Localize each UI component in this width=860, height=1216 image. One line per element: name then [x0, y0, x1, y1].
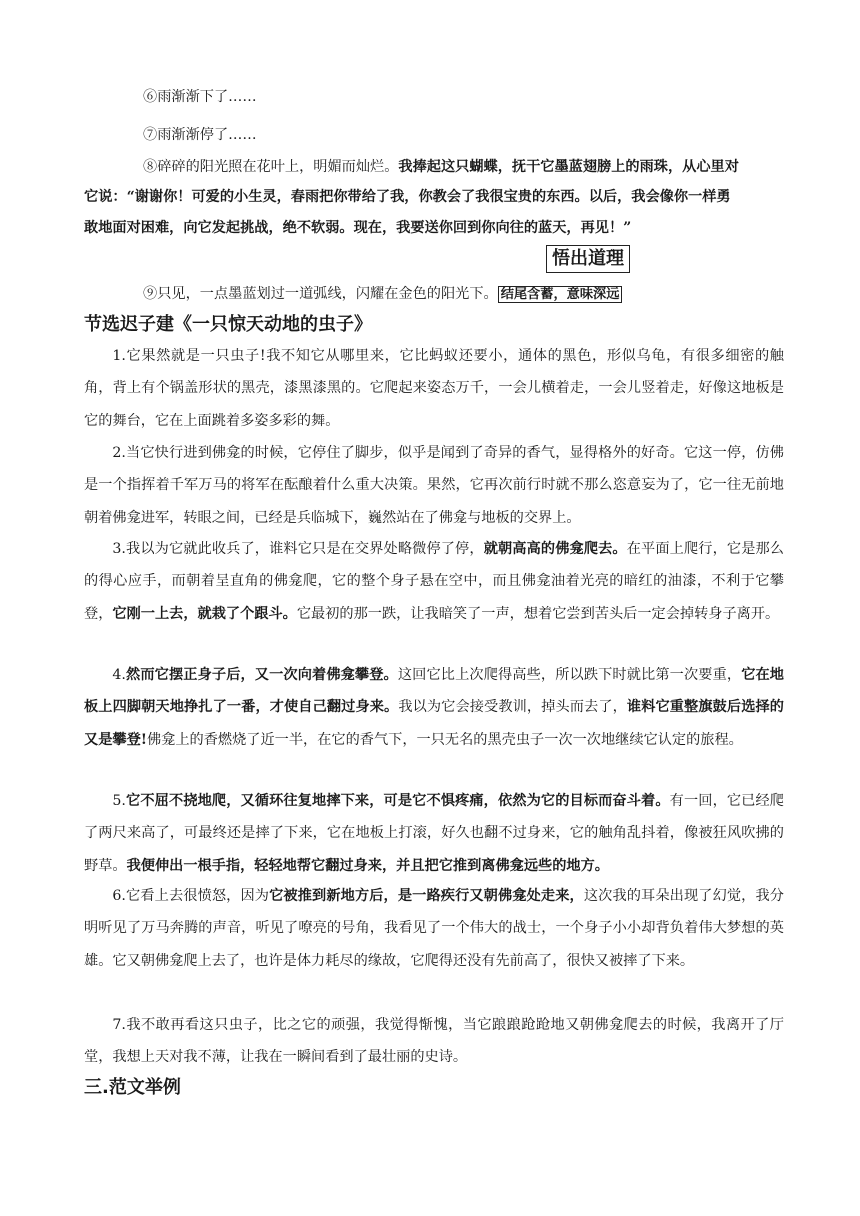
- paragraph-6: [84, 880, 784, 977]
- text-line-8-bold: 我捧起这只蝴蝶，抚干它墨蓝翅膀上的雨珠，从心里对: [398, 159, 739, 175]
- text-line-8-cont2: 敢地面对困难，向它发起挑战，绝不软弱。现在，我要送你回到你向往的蓝天，再见！”: [84, 220, 632, 236]
- text-line-9-plain: ⑨只见，一点墨蓝划过一道弧线，闪耀在金色的阳光下。: [143, 286, 498, 302]
- p3-text-1: 3.我以为它就此收兵了，谁料它只是在交界处略微停了停，: [112, 541, 484, 557]
- p3-text-2: 在平面上爬行，它是那么的得心应手，而朝着呈直角的佛龛爬，它的整个身子悬在空中，而且佛龛油着光亮的暗红的油漆，不利于它攀登，: [84, 541, 784, 622]
- text-line-6: ⑥雨渐渐下了……: [143, 89, 257, 105]
- text-line-8-plain: ⑧碎碎的阳光照在花叶上，明媚而灿烂。: [143, 159, 399, 175]
- p5-bold-1: 它不屈不挠地爬，又循环往复地摔下来，可是它不惧疼痛，依然为它的目标而奋斗着。: [125, 793, 670, 809]
- annotation-box-wuchu: 悟出道理: [546, 245, 630, 273]
- p3-bold-1: 就朝高高的佛龛爬去。: [483, 541, 627, 557]
- p5-bold-2: 我便伸出一根手指，轻轻地帮它翻过身来，并且把它推到离佛龛远些的地方。: [126, 857, 609, 874]
- bottom-heading: 三.范文举例: [84, 1077, 181, 1098]
- paragraph-5: [84, 785, 784, 882]
- p3-bold-2: 它刚一上去，就栽了个跟斗。: [112, 605, 297, 622]
- text-line-7: ⑦雨渐渐停了……: [143, 127, 257, 143]
- text-line-8: [143, 157, 739, 177]
- p4-bold-3: 谁料它重整旗鼓后选择的又是攀登!: [84, 699, 784, 748]
- paragraph-4: [84, 659, 784, 756]
- text-line-9: [143, 284, 622, 305]
- p4-bold-2: 它在地板上四脚朝天地挣扎了一番，才使自己翻过身来。: [84, 667, 784, 716]
- paragraph-2: 2.当它快行进到佛龛的时候，它停住了脚步，似乎是闻到了奇异的香气，显得格外的好奇。它这一停，仿佛是一个指挥着千军万马的将军在酝酿着什么重大决策。果然，它再次前行时就不那么恣意妄为了，它一往无前地朝着佛龛进军，转眼之间，已经是兵临城下，巍然站在了佛龛与地板的交界上。: [84, 445, 784, 526]
- text-line-8-cont1: 它说：“谢谢你！可爱的小生灵，春雨把你带给了我，你教会了我很宝贵的东西。以后，我会像你一样勇: [84, 189, 731, 205]
- paragraph-7: 7.我不敢再看这只虫子，比之它的顽强，我觉得惭愧，当它踉踉跄跄地又朝佛龛爬去的时候，我离开了厅堂，我想上天对我不薄，让我在一瞬间看到了最壮丽的史诗。: [84, 1017, 784, 1066]
- p5-text-1: 有一回，它已经爬了两尺来高了，可最终还是摔了下来，它在地板上打滚，好久也翻不过身来，它的触角乱抖着，像被狂风吹拂的野草。: [84, 793, 784, 874]
- p4-bold-1: 然而它摆正身子后，又一次向着佛龛攀登。: [125, 667, 398, 683]
- p6-text-2: 这次我的耳朵出现了幻觉，我分明听见了万马奔腾的声音，听见了嘹亮的号角，我看见了一个伟大的战士，一个身子小小却背负着伟大梦想的英雄。它又朝佛龛爬上去了，也许是体力耗尽的缘故，它爬得还没有先前高了，很快又被摔了下来。: [84, 888, 784, 969]
- p3-text-3: 它最初的那一跌，让我暗笑了一声，想着它尝到苦头后一定会掉转身子离开。: [296, 605, 780, 622]
- p6-text-1: 6.它看上去很愤怒，因为: [112, 888, 270, 904]
- p4-text-3: 佛龛上的香燃烧了近一半，在它的香气下，一只无名的黑壳虫子一次一次地继续它认定的旅程。: [146, 731, 743, 748]
- paragraph-3: [84, 533, 784, 630]
- p4-text-1: 这回它比上次爬得高些，所以跌下时就比第一次要重，: [397, 667, 742, 683]
- paragraph-1: 1.它果然就是一只虫子!我不知它从哪里来，它比蚂蚁还要小，通体的黑色，形似乌龟，有很多细密的触角，背上有个锅盖形状的黑壳，漆黑漆黑的。它爬起来姿态万千，一会儿横着走，一会儿竖着走，好像这地板是它的舞台，它在上面跳着多姿多彩的舞。: [84, 348, 784, 429]
- section-title: 节选迟子建《一只惊天动地的虫子》: [84, 314, 372, 335]
- p4-text-2: 我以为它会接受教训，掉头而去了，: [398, 699, 627, 716]
- annotation-box-jiewei: 结尾含蓄，意味深远: [498, 286, 623, 303]
- p6-bold-1: 它被推到新地方后，是一路疾行又朝佛龛处走来，: [269, 888, 584, 904]
- p5-num: 5.: [112, 793, 126, 809]
- p4-num: 4.: [112, 667, 126, 683]
